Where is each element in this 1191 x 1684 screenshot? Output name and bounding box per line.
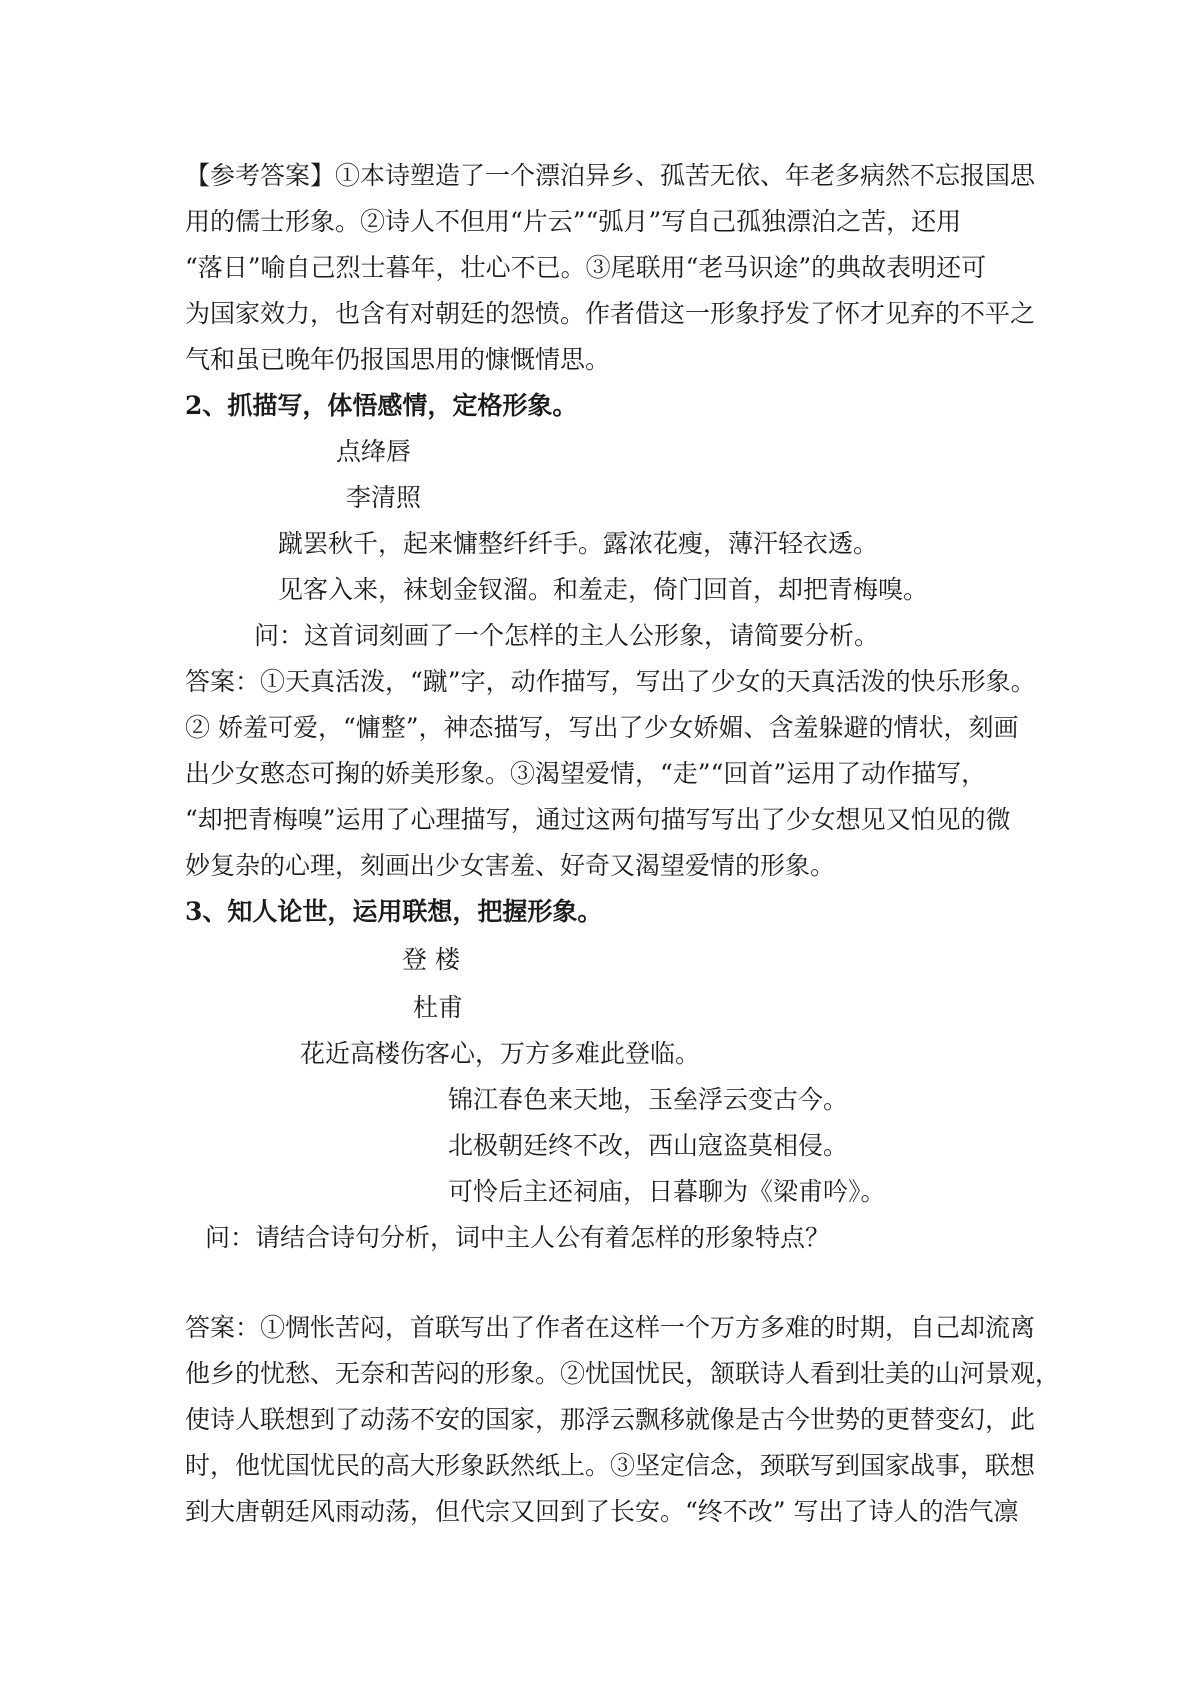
section2-question: 问：这首词刻画了一个怎样的主人公形象，请简要分析。 [254,621,880,650]
section3-poem-line-1: 花近高楼伤客心，万方多难此登临。 [300,1039,701,1068]
section2-poem-author: 李清照 [346,483,422,512]
section2-answer-line-2: ② 娇羞可爱，“慵整”，神态描写，写出了少女娇媚、含羞躲避的情状，刻画 [185,713,1019,742]
section2-answer-line-5: 妙复杂的心理，刻画出少女害羞、好奇又渴望爱情的形象。 [185,851,836,880]
section3-answer-line-2: 他乡的忧愁、无奈和苦闷的形象。②忧国忧民，颔联诗人看到壮美的山河景观， [185,1359,1061,1388]
answer1-line-5: 气和虽已晚年仍报国思用的慷慨情思。 [185,345,611,374]
section2-answer-line-4: “却把青梅嗅”运用了心理描写，通过这两句描写写出了少女想见又怕见的微 [185,805,1011,834]
answer1-line-3: “落日”喻自己烈士暮年，壮心不已。③尾联用“老马识途”的典故表明还可 [185,253,987,282]
section2-poem-title: 点绛唇 [336,437,412,466]
section2-answer-line-3: 出少女憨态可掬的娇美形象。③渴望爱情，“走”“回首”运用了动作描写， [185,759,987,788]
section3-answer-line-3: 使诗人联想到了动荡不安的国家，那浮云飘移就像是古今世势的更替变幻，此 [185,1405,1036,1434]
section3-poem-line-3: 北极朝廷终不改，西山寇盗莫相侵。 [448,1131,849,1160]
section3-poem-title: 登 楼 [402,945,460,974]
section2-poem-line-1: 蹴罢秋千，起来慵整纤纤手。露浓花瘦，薄汗轻衣透。 [278,529,879,558]
answer1-line-1: 【参考答案】①本诗塑造了一个漂泊异乡、孤苦无依、年老多病然不忘报国思 [185,161,1036,190]
section3-poem-author: 杜甫 [413,993,464,1022]
section3-question: 问：请结合诗句分析，词中主人公有着怎样的形象特点？ [205,1223,831,1252]
section2-heading: 2、抓描写，体悟感情，定格形象。 [185,391,578,420]
answer1-line-2: 用的儒士形象。②诗人不但用“片云”“弧月”写自己孤独漂泊之苦，还用 [185,207,962,236]
section2-poem-line-2: 见客入来，袜刬金钗溜。和羞走，倚门回首，却把青梅嗅。 [278,575,929,604]
section2-answer-line-1: 答案：①天真活泼，“蹴”字，动作描写，写出了少女的天真活泼的快乐形象。 [185,667,1036,696]
section3-heading: 3、知人论世，运用联想，把握形象。 [185,897,603,926]
section3-answer-line-4: 时，他忧国忧民的高大形象跃然纸上。③坚定信念，颈联写到国家战事，联想 [185,1451,1036,1480]
section3-poem-line-2: 锦江春色来天地，玉垒浮云变古今。 [448,1085,849,1114]
section3-poem-line-4: 可怜后主还祠庙，日暮聊为《梁甫吟》。 [448,1177,886,1206]
answer1-line-4: 为国家效力，也含有对朝廷的怨愤。作者借这一形象抒发了怀才见弃的不平之 [185,299,1036,328]
section3-answer-line-1: 答案：①惆怅苦闷，首联写出了作者在这样一个万方多难的时期，自己却流离 [185,1313,1036,1342]
section3-answer-line-5: 到大唐朝廷风雨动荡，但代宗又回到了长安。“终不改” 写出了诗人的浩气凛 [185,1497,1019,1526]
